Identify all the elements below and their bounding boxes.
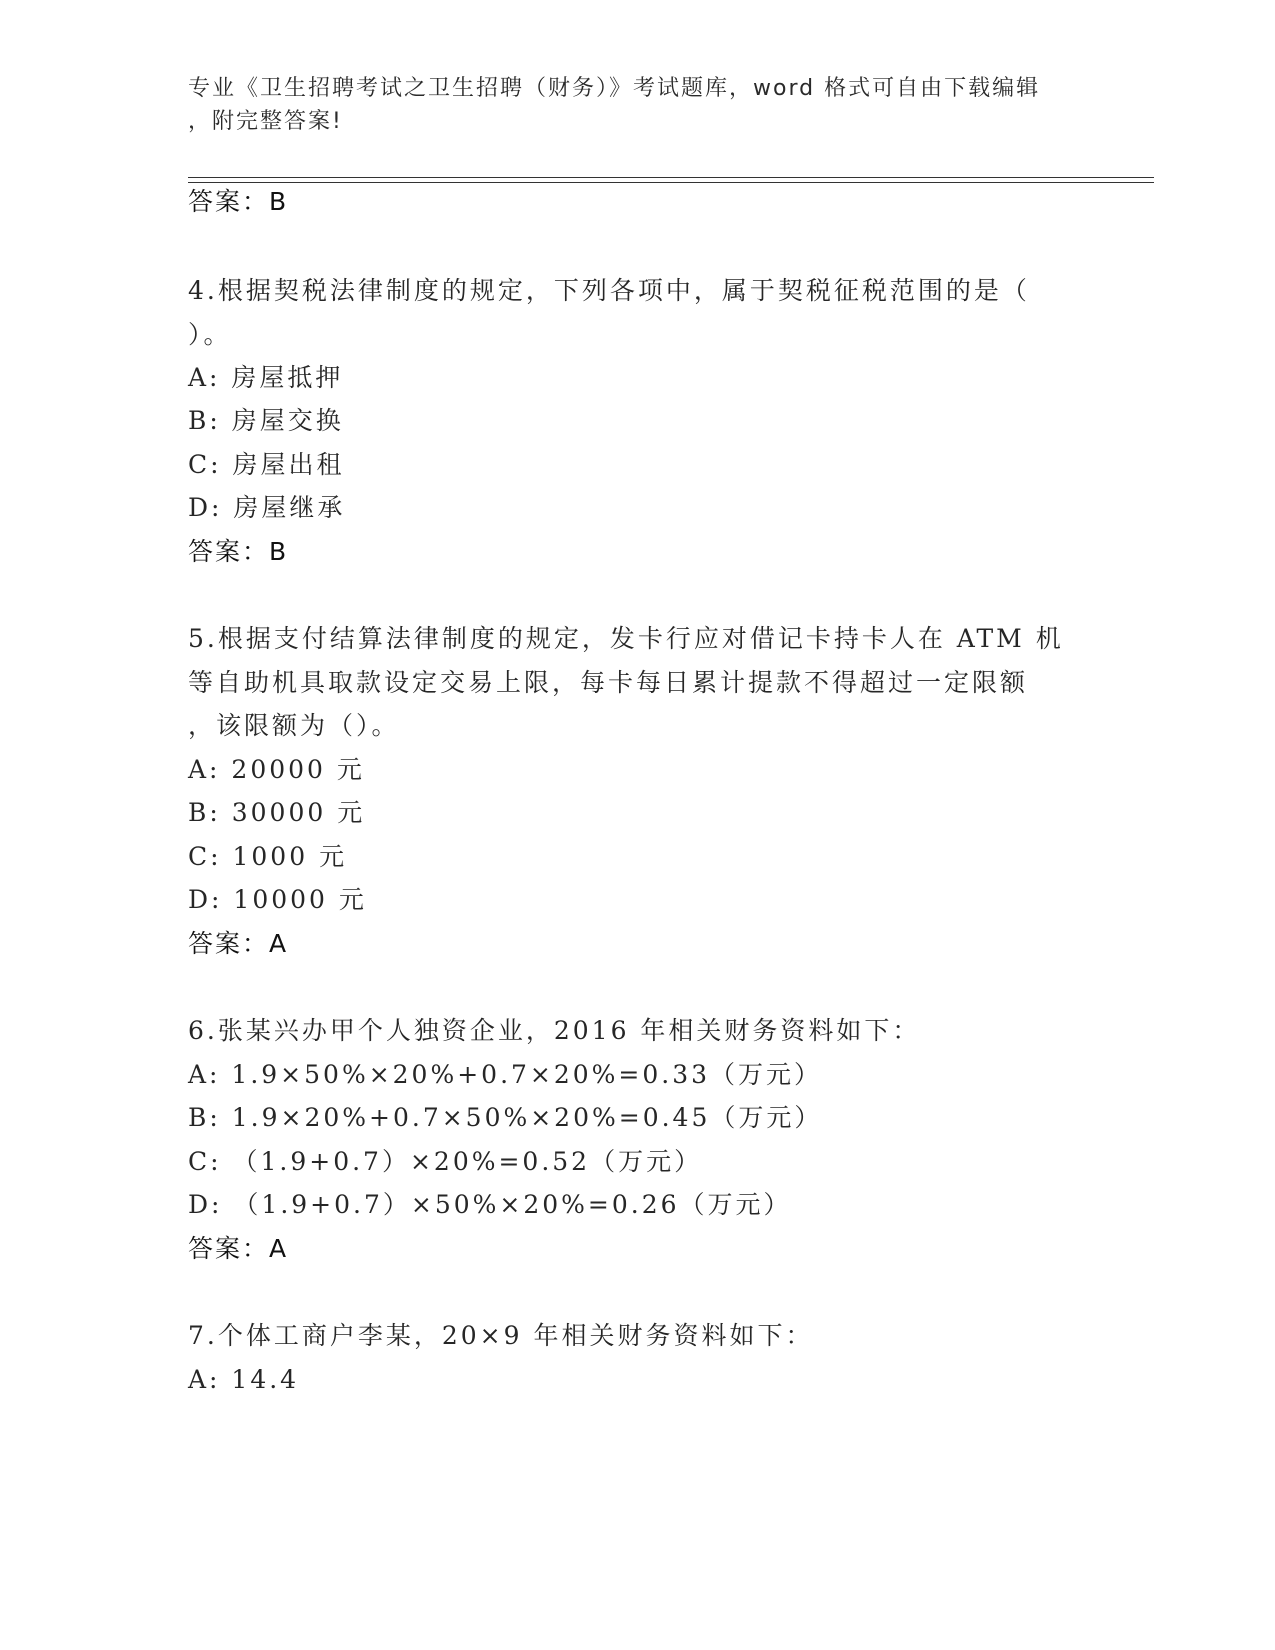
header-divider-top bbox=[188, 177, 1154, 178]
question-5-stem-line-1: 5.根据支付结算法律制度的规定，发卡行应对借记卡持卡人在 ATM 机 bbox=[188, 624, 1064, 653]
question-6-answer: 答案：A bbox=[188, 1234, 289, 1263]
question-4-option-c: C: 房屋出租 bbox=[188, 450, 345, 479]
header-line-2: ，附完整答案! bbox=[188, 109, 343, 134]
question-5-option-c: C: 1000 元 bbox=[188, 842, 348, 871]
question-4-stem-line-1: 4.根据契税法律制度的规定，下列各项中，属于契税征税范围的是（ bbox=[188, 276, 1030, 305]
question-5-answer: 答案：A bbox=[188, 929, 289, 958]
question-4-option-d: D: 房屋继承 bbox=[188, 493, 346, 522]
question-7-stem-line-1: 7.个体工商户李某，20×9 年相关财务资料如下： bbox=[188, 1321, 814, 1350]
question-5-option-b: B: 30000 元 bbox=[188, 798, 366, 827]
header-line-1: 专业《卫生招聘考试之卫生招聘（财务）》考试题库，word 格式可自由下载编辑 bbox=[188, 76, 1041, 101]
question-6-stem-line-1: 6.张某兴办甲个人独资企业，2016 年相关财务资料如下： bbox=[188, 1016, 921, 1045]
question-5-stem-line-2: 等自助机具取款设定交易上限，每卡每日累计提款不得超过一定限额 bbox=[188, 668, 1029, 697]
question-7-option-a: A: 14.4 bbox=[188, 1365, 300, 1394]
document-header bbox=[188, 72, 1068, 138]
question-4-stem-line-2: ）。 bbox=[188, 320, 232, 349]
question-4-answer: 答案：B bbox=[188, 537, 289, 566]
question-6-option-d: D: （1.9+0.7）×50%×20%=0.26（万元） bbox=[188, 1190, 792, 1219]
question-6-option-a: A: 1.9×50%×20%+0.7×20%=0.33（万元） bbox=[188, 1060, 823, 1089]
question-4-option-a: A: 房屋抵押 bbox=[188, 363, 344, 392]
answer-prev: 答案：B bbox=[188, 187, 289, 216]
question-6-option-b: B: 1.9×20%+0.7×50%×20%=0.45（万元） bbox=[188, 1103, 823, 1132]
question-5-stem-line-3: ，该限额为（）。 bbox=[188, 711, 400, 740]
question-4-option-b: B: 房屋交换 bbox=[188, 406, 344, 435]
question-6-option-c: C: （1.9+0.7）×20%=0.52（万元） bbox=[188, 1147, 703, 1176]
header-divider-bottom bbox=[188, 182, 1154, 183]
question-5-option-d: D: 10000 元 bbox=[188, 885, 367, 914]
question-5-option-a: A: 20000 元 bbox=[188, 755, 365, 784]
